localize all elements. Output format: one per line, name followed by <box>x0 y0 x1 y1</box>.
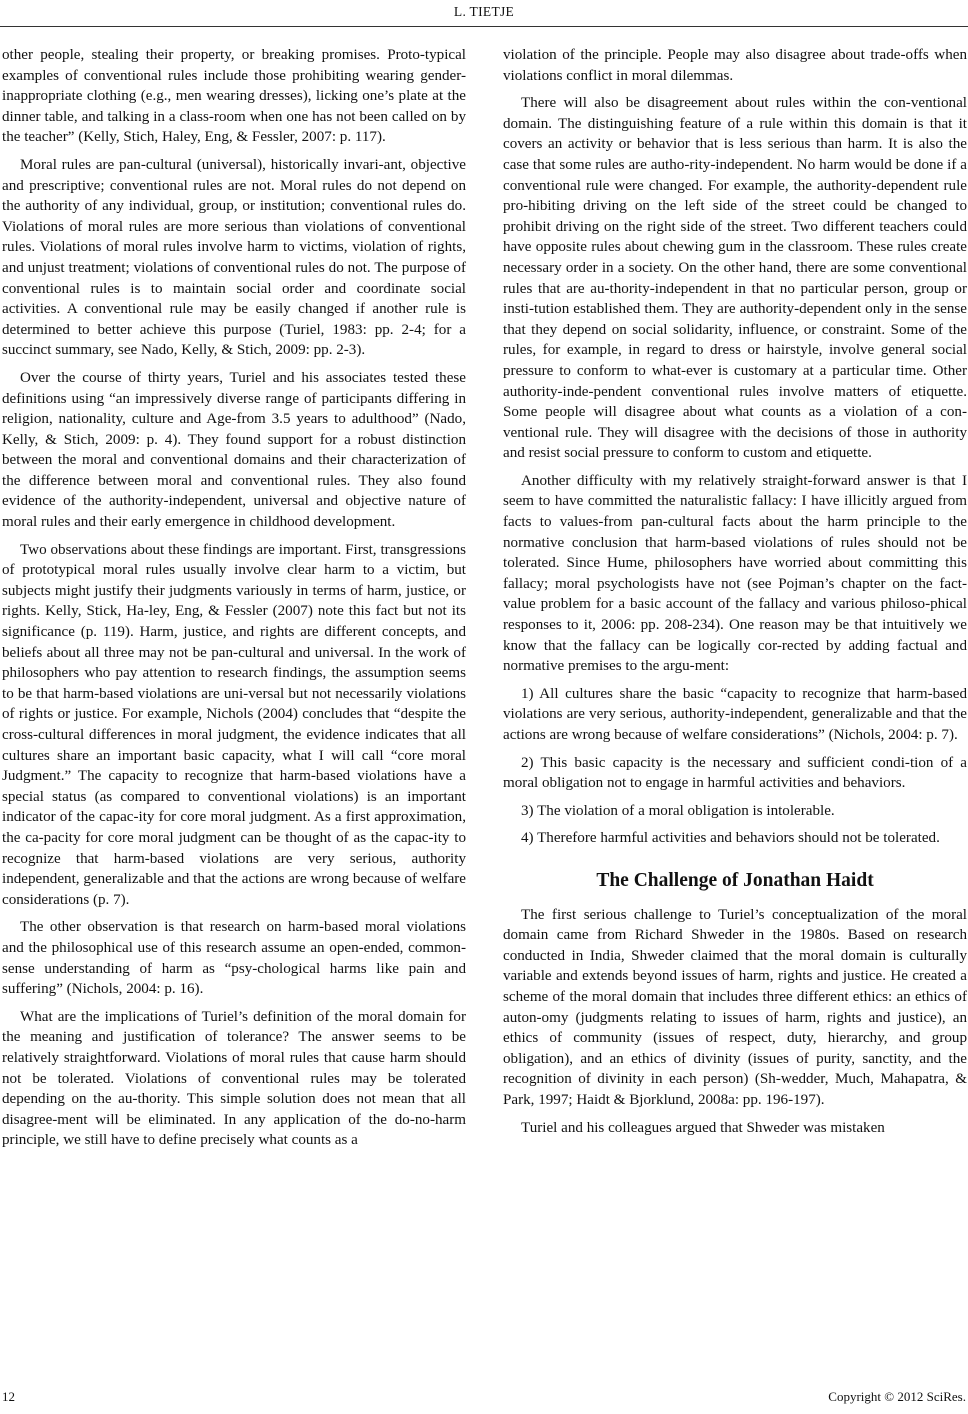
numbered-premise: 3) The violation of a moral obligation is intolerable. <box>521 802 835 819</box>
page-number: 12 <box>2 1389 15 1404</box>
paragraph: other people, stealing their property, or breaking promises. Proto-typical examples of conventional rules include those prohibiting wearing gender-inappropriate clothing (e.g., men wearing dresses), licking one’s plate at the dinner table, and talking in a class-room when one has not been called on by the teacher” (Kelly, Stich, Haley, Eng, & Fessler, 2007: p. 117). <box>2 47 466 146</box>
numbered-premise: 1) All cultures share the basic “capacity to recognize that harm-based violations are very serious, authority-independent, generalizable and that the actions are wrong because of welfare considerations” (Nichols, 2004: p. 7). <box>503 685 967 743</box>
copyright-notice: Copyright © 2012 SciRes. <box>828 1389 966 1404</box>
paragraph: Another difficulty with my relatively straight-forward answer is that I seem to have committed the naturalistic fallacy: I have illicitly argued from facts to values-from pan-cultural facts about the harm principle to the normative conclusion that harm-based violations of rules should not be tolerated. Since Hume, philosophers have worried about committing this fallacy; moral psychologists have not (see Pojman’s chapter on the fact-value problem for a basic account of the fallacy and various philoso-phical responses to it, 2006: pp. 208-234). One reason may be that intuitively we know that the fallacy can be logically cor-rected by adding factual and normative premises to the argu-ment: <box>503 472 967 675</box>
paragraph: What are the implications of Turiel’s definition of the moral domain for the meaning and justification of tolerance? The answer seems to be relatively straightforward. Violations of moral rules that cause harm should not be tolerated. Violations of conventional rules may be tolerated depending on the au-thority. This simple solution does not mean that all disagree-ment will be eliminated. In any application of the do-no-harm principle, we still have to define precisely what counts as a <box>2 1008 466 1149</box>
left-column <box>2 45 466 1158</box>
paragraph: Over the course of thirty years, Turiel and his associates tested these definitions using “an impressively diverse range of participants differing in religion, nationality, culture and Age-from 3.5 years to adulthood” (Nado, Kelly, & Stich, 2009: p. 4). They found support for a robust distinction between the moral and conventional domains and their characterization of the difference between moral and conventional rules. They also found evidence of the authority-independent, universal and objective nature of moral rules and their early emergence in childhood development. <box>2 369 466 531</box>
paragraph: Two observations about these findings are important. First, transgressions of prototypical moral rules usually involve clear harm to a victim, but subjects might justify their judgments variously in terms of harm, justice, or rights. Kelly, Stick, Ha-ley, Eng, & Fessler (2007) note this fact but not its significance (p. 119). Harm, justice, and rights are different concepts, and beliefs about all three may not be pan-cultural and universal. In the work of philosophers who pay attention to research findings, the assumption seems to be that harm-based violations are uni-versal but not necessarily violations of rights or justice. For example, Nichols (2004) concludes that “despite the cross-cultural differences in moral judgment, the evidence indicates that all cultures share an important basic capacity, what I will call “core moral Judgment.” The capacity to recognize that harm-based violations have a special status (as compared to conventional violations) is an important indicator of the capac-ity for core moral judgment. As a first approximation, the ca-pacity for core moral judgment can be thought of as the capac-ity to recognize that harm-based violations are very serious, authority independent, generalizable and that the actions are wrong because of welfare considerations (p. 7). <box>2 541 466 908</box>
numbered-premise: 2) This basic capacity is the necessary and sufficient condi-tion of a moral obligation not to engage in harmful activities and behaviors. <box>503 754 967 792</box>
paragraph: Turiel and his colleagues argued that Shweder was mistaken <box>521 1119 885 1136</box>
paragraph: There will also be disagreement about rules within the con-ventional domain. The distinguishing feature of a rule within this domain is that it covers an activity or behavior that is less serious than harm. It is also the case that some rules are autho-rity-independent. No harm would be done if a conventional rule were changed. For example, the authority-dependent rule pro-hibiting driving on the left side of the street could be changed to prohibit driving on the right side of the street. Two different teachers could have opposite rules about chewing gum in the classroom. These rules create necessary order in a society. On the other hand, there are some conventional rules that are au-thority-independent in that no particular person, group or insti-tution established them. They are authority-dependent only in the sense that they depend on social solidarity, influence, or constraint. Some of the rules, for example, in regard to dress or hairstyle, involve general social pressure to conform to what-ever is customary at a particular time. Other authority-inde-pendent conventional rules involve matters of etiquette. Some people will disagree about what counts as a violation of a con-ventional rule. They will disagree with the decisions of those in authority and resist social pressure to conform to custom and etiquette. <box>503 95 967 462</box>
paragraph: The other observation is that research on harm-based moral violations and the philosophical use of this research assume an open-ended, common-sense understanding of harm as “psy-chological harms like pain and suffering” (Nichols, 2004: p. 16). <box>2 919 466 998</box>
paragraph: violation of the principle. People may also disagree about trade-offs when violations conflict in moral dilemmas. <box>503 47 967 84</box>
header-divider <box>0 26 968 27</box>
section-heading: The Challenge of Jonathan Haidt <box>596 869 874 891</box>
numbered-premise: 4) Therefore harmful activities and behaviors should not be tolerated. <box>521 830 940 847</box>
paragraph: The first serious challenge to Turiel’s conceptualization of the moral domain came from Richard Shweder in the 1980s. Based on research conducted in India, Shweder claimed that the moral domain is culturally variable and extends beyond issues of harm, rights and justice. He created a scheme of the moral domain that includes three different ethics: an ethics of auton-omy (judgments relating to issues of harm, rights and justice), an ethics of community (issues of respect, duty, hierarchy, and group obligation), and an ethics of divinity (issues of purity, sanctity, and the recognition of divinity in each person) (Sh-wedder, Much, Mahapatra, & Park, 1997; Haidt & Bjorklund, 2008a: pp. 196-197). <box>503 906 967 1108</box>
running-header: L. TIETJE <box>453 4 515 19</box>
paragraph: Moral rules are pan-cultural (universal), historically invari-ant, objective and prescriptive; conventional rules are not. Moral rules do not depend on the authority of any individual, group, or institution; conventional rules do. Violations of moral rules are more serious than violations of conventional rules. Violations of moral rules involve harm to victims, violation of rights, and unjust treatment; violations of conventional rules do not. The purpose of conventional rules is to maintain social order and coordinate social activities. A conventional rule may be easily changed if another rule is determined to better achieve this purpose (Turiel, 1983: pp. 2-4; for a succinct summary, see Nado, Kelly, & Stich, 2009: pp. 2-3). <box>2 156 466 359</box>
right-column <box>503 45 967 1145</box>
